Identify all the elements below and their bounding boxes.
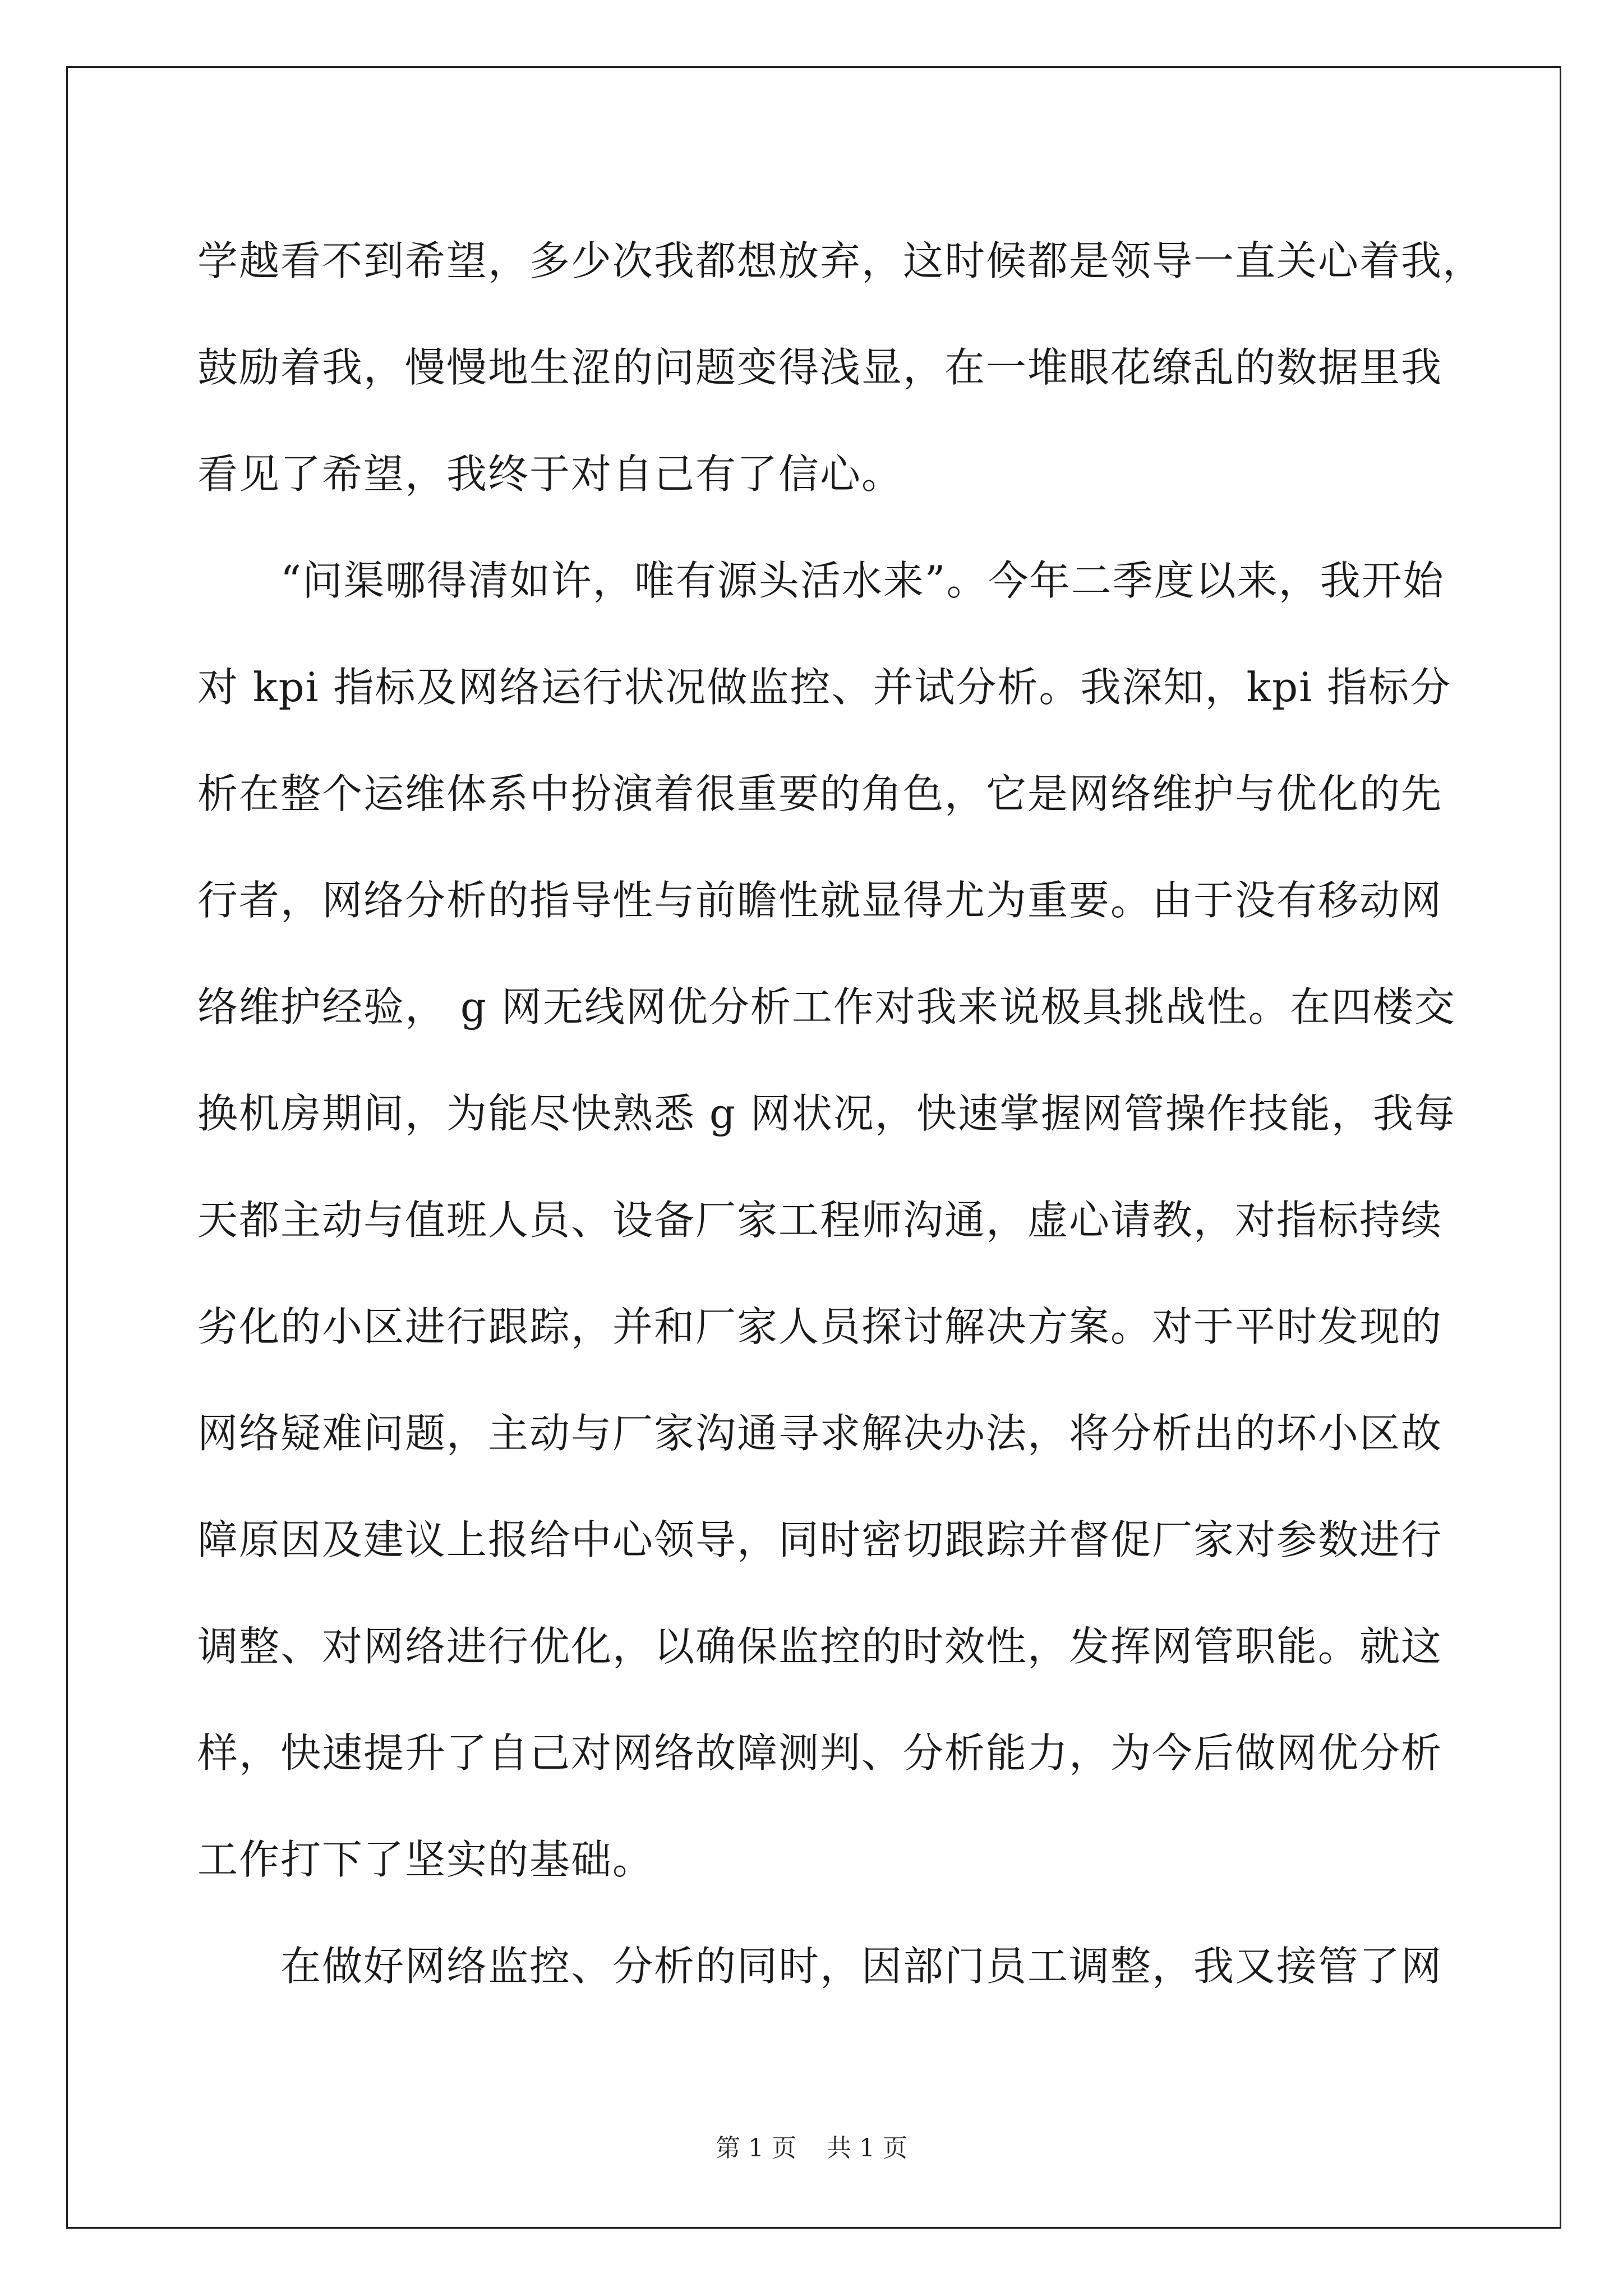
text-line: 络维护经验， g 网无线网优分析工作对我来说极具挑战性。在四楼交 xyxy=(197,983,1456,1030)
text-line: 学越看不到希望，多少次我都想放弃，这时候都是领导一直关心着我， xyxy=(197,237,1484,284)
text-line: 工作打下了坚实的基础。 xyxy=(197,1836,654,1883)
text-line: 样，快速提升了自己对网络故障测判、分析能力，为今后做网优分析 xyxy=(197,1729,1443,1777)
text-line: 在做好网络监控、分析的同时，因部门员工调整，我又接管了网 xyxy=(197,1943,1443,1990)
page-footer xyxy=(0,2132,1623,2165)
text-line: 劣化的小区进行跟踪，并和厂家人员探讨解决方案。对于平时发现的 xyxy=(197,1303,1443,1350)
text-line: 看见了希望，我终于对自己有了信心。 xyxy=(197,450,903,498)
text-line: 网络疑难问题，主动与厂家沟通寻求解决办法，将分析出的坏小区故 xyxy=(197,1410,1443,1457)
text-line: 鼓励着我，慢慢地生涩的问题变得浅显，在一堆眼花缭乱的数据里我 xyxy=(197,344,1443,391)
text-line: 天都主动与值班人员、设备厂家工程师沟通，虚心请教，对指标持续 xyxy=(197,1197,1443,1244)
text-line: 析在整个运维体系中扮演着很重要的角色，它是网络维护与优化的先 xyxy=(197,770,1443,817)
text-line: 障原因及建议上报给中心领导，同时密切跟踪并督促厂家对参数进行 xyxy=(197,1516,1443,1563)
text-line: 对 kpi 指标及网络运行状况做监控、并试分析。我深知，kpi 指标分 xyxy=(197,664,1452,711)
text-line: “问渠哪得清如许，唯有源头活水来”。今年二季度以来，我开始 xyxy=(197,557,1445,604)
document-body xyxy=(197,208,1484,2019)
text-line: 调整、对网络进行优化，以确保监控的时效性，发挥网管职能。就这 xyxy=(197,1623,1443,1670)
page-total: 共 1 页 xyxy=(827,2134,907,2162)
page-number: 第 1 页 xyxy=(716,2134,796,2162)
text-line: 行者，网络分析的指导性与前瞻性就显得尤为重要。由于没有移动网 xyxy=(197,877,1443,924)
text-line: 换机房期间，为能尽快熟悉 g 网状况，快速掌握网管操作技能，我每 xyxy=(197,1090,1456,1137)
